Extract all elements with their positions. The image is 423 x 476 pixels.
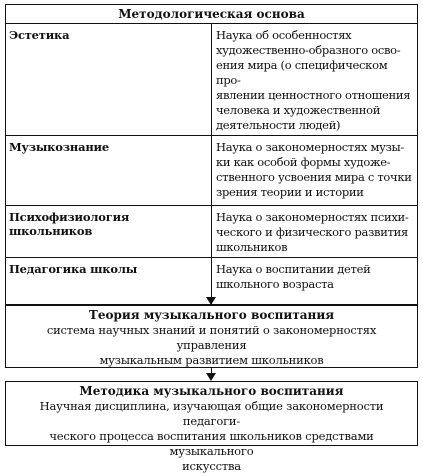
description-line: ческого и физического развития <box>216 225 408 239</box>
method-description <box>6 399 417 476</box>
table-row-psychophysiology <box>6 206 418 258</box>
theory-description <box>6 323 417 370</box>
description-line: зрения теории и истории <box>216 185 364 199</box>
discipline-description <box>212 136 418 206</box>
arrow-down-icon <box>206 373 216 381</box>
discipline-name: Эстетика <box>6 24 212 136</box>
connector-line <box>211 284 212 298</box>
discipline-name: Музыкознание <box>6 136 212 206</box>
description-line: ки как особой формы художе- <box>216 155 391 169</box>
table-header: Методологическая основа <box>6 5 418 24</box>
diagram-frame <box>5 4 418 473</box>
description-line: Наука об особенностях <box>216 28 352 42</box>
discipline-description <box>212 24 418 136</box>
method-title: Методика музыкального воспитания <box>79 384 344 398</box>
arrow-down-icon <box>206 297 216 305</box>
description-line: ственного усвоения мира с точки <box>216 170 412 184</box>
description-line: система научных знаний и понятий о закономерностях управления <box>46 323 377 352</box>
description-line: деятельности людей) <box>216 118 341 132</box>
discipline-description <box>212 206 418 258</box>
description-line: Научная дисциплина, изучающая общие закономерности педагоги- <box>39 399 384 428</box>
description-line: художественно-образного осво- <box>216 43 401 57</box>
methodology-table <box>5 4 418 305</box>
description-line: ения мира (о специфическом про- <box>216 58 388 87</box>
method-box <box>5 381 418 473</box>
description-line: школьного возраста <box>216 277 334 291</box>
description-line: человека и художественной <box>216 103 381 117</box>
discipline-name: Педагогика школы <box>6 258 212 305</box>
theory-box <box>5 305 418 368</box>
table-row-musicology <box>6 136 418 206</box>
description-line: искусства <box>182 459 241 473</box>
description-line: Наука о закономерностях психи- <box>216 210 409 224</box>
table-row-aesthetics <box>6 24 418 136</box>
description-line: Наука о воспитании детей <box>216 262 371 276</box>
description-line: Наука о закономерностях музы- <box>216 140 404 154</box>
description-line: школьников <box>216 240 288 254</box>
description-line: ческого процесса воспитания школьников средствами музыкального <box>49 429 374 458</box>
theory-title: Теория музыкального воспитания <box>88 308 335 322</box>
discipline-description <box>212 258 418 305</box>
discipline-name: Психофизиология школьников <box>6 206 212 258</box>
description-line: музыкальным развитием школьников <box>99 353 324 367</box>
description-line: явлении ценностного отношения <box>216 88 411 102</box>
